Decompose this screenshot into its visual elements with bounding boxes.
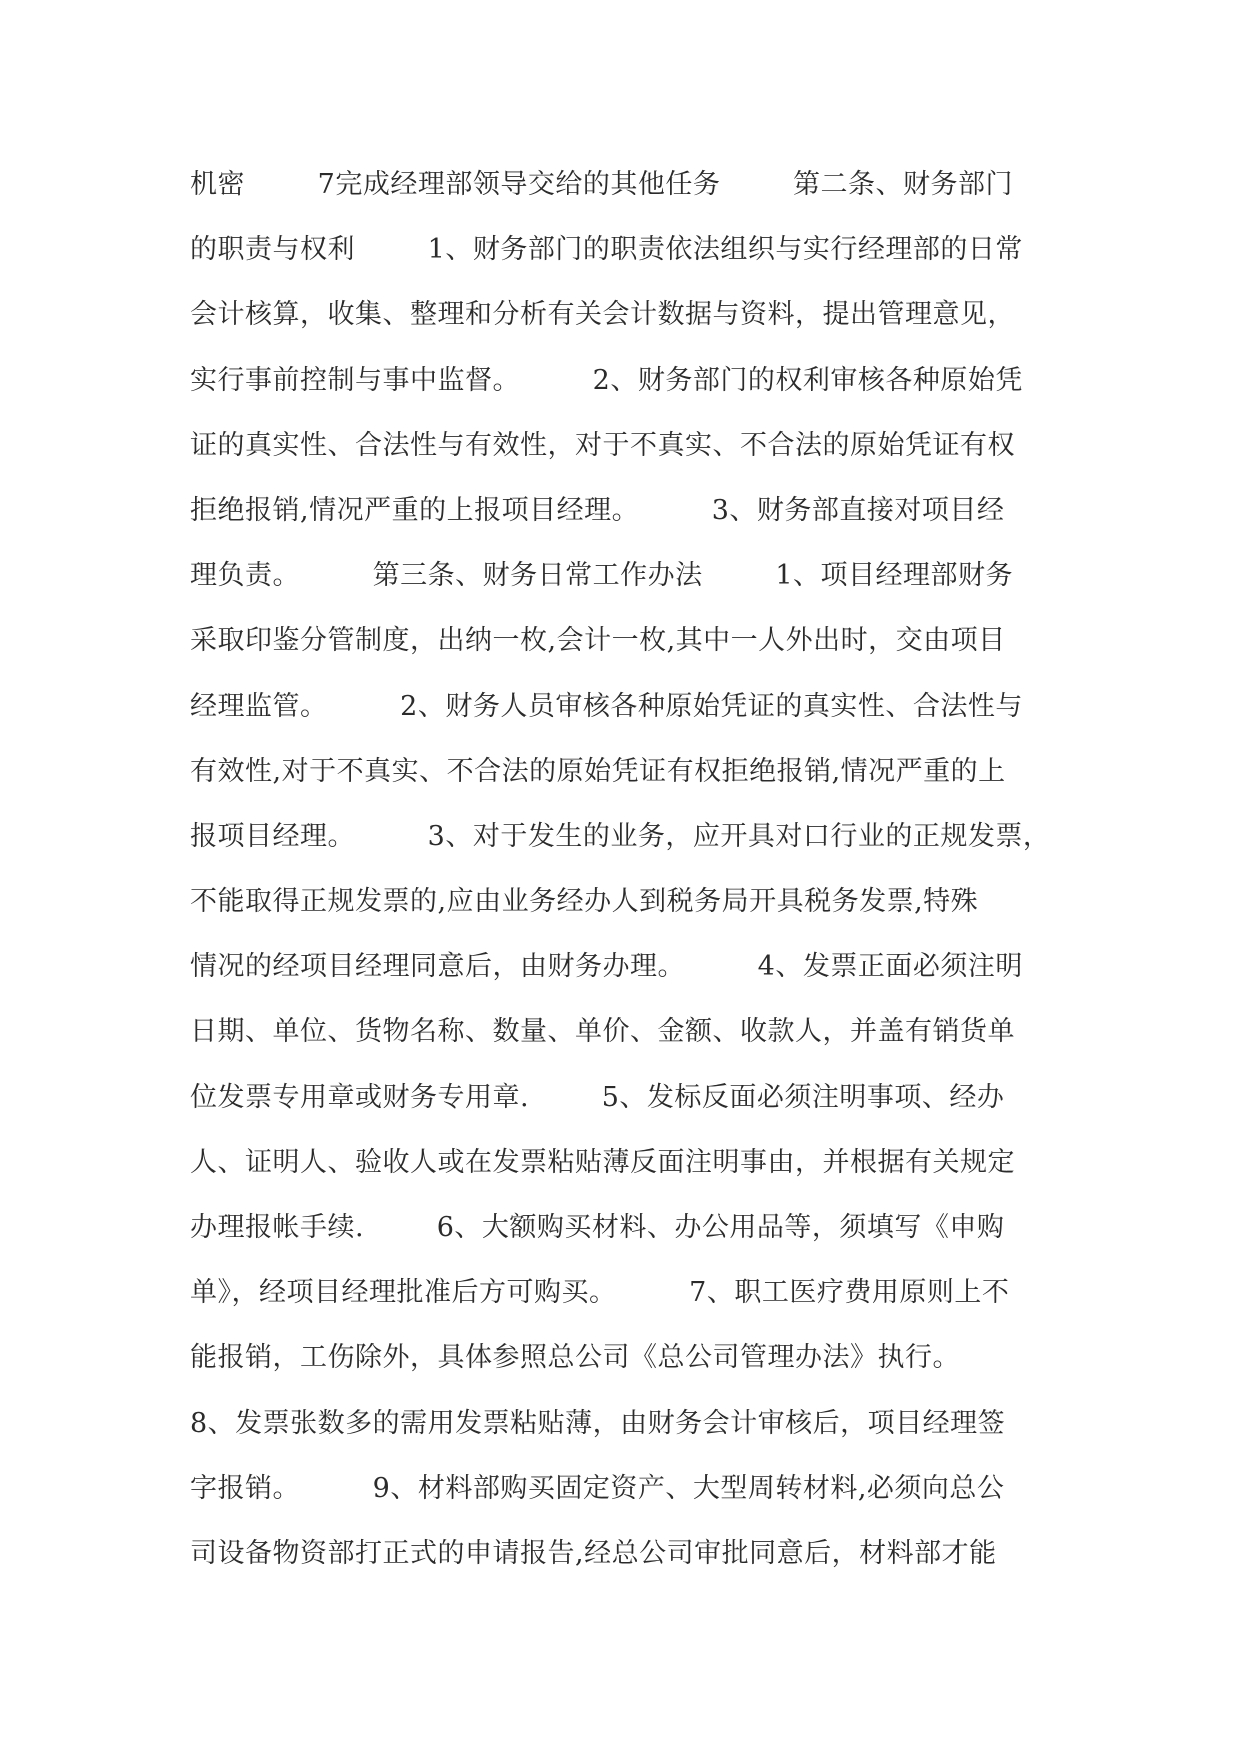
text-line: 经理监管。 2、财务人员审核各种原始凭证的真实性、合法性与 bbox=[190, 690, 1023, 722]
text-line: 位发票专用章或财务专用章. 5、发标反面必须注明事项、经办 bbox=[190, 1081, 1005, 1113]
text-line: 拒绝报销,情况严重的上报项目经理。 3、财务部直接对项目经 bbox=[190, 494, 1005, 526]
text-line: 司设备物资部打正式的申请报告,经总公司审批同意后，材料部才能 bbox=[190, 1537, 997, 1569]
text-line: 机密 7完成经理部领导交给的其他任务 第二条、财务部门 bbox=[190, 169, 1013, 200]
text-line: 8、发票张数多的需用发票粘贴薄，由财务会计审核后，项目经理签 bbox=[190, 1407, 1006, 1439]
text-line: 的职责与权利 1、财务部门的职责依法组织与实行经理部的日常 bbox=[190, 234, 1023, 266]
text-line: 实行事前控制与事中监督。 2、财务部门的权利审核各种原始凭 bbox=[190, 364, 1023, 396]
text-line: 会计核算，收集、整理和分析有关会计数据与资料，提出管理意见， bbox=[190, 299, 1015, 331]
text-line: 单》，经项目经理批准后方可购买。 7、职工医疗费用原则上不 bbox=[190, 1277, 1010, 1309]
text-line: 日期、单位、货物名称、数量、单价、金额、收款人，并盖有销货单 bbox=[190, 1016, 1015, 1048]
text-line: 字报销。 9、材料部购买固定资产、大型周转材料,必须向总公 bbox=[190, 1472, 1005, 1504]
text-line: 情况的经项目经理同意后，由财务办理。 4、发票正面必须注明 bbox=[190, 951, 1023, 983]
text-line: 证的真实性、合法性与有效性，对于不真实、不合法的原始凭证有权 bbox=[190, 429, 1015, 461]
text-line: 理负责。 第三条、财务日常工作办法 1、项目经理部财务 bbox=[190, 560, 1013, 592]
document-body bbox=[190, 152, 1070, 1586]
text-line: 报项目经理。 3、对于发生的业务，应开具对口行业的正规发票， bbox=[190, 820, 1051, 852]
text-line: 有效性,对于不真实、不合法的原始凭证有权拒绝报销,情况严重的上 bbox=[190, 755, 1006, 787]
text-line: 人、证明人、验收人或在发票粘贴薄反面注明事由，并根据有关规定 bbox=[190, 1146, 1015, 1178]
text-line: 采取印鉴分管制度，出纳一枚,会计一枚,其中一人外出时，交由项目 bbox=[190, 625, 1006, 657]
text-line: 办理报帐手续. 6、大额购买材料、办公用品等，须填写《申购 bbox=[190, 1212, 1005, 1243]
text-line: 不能取得正规发票的,应由业务经办人到税务局开具税务发票,特殊 bbox=[190, 886, 979, 918]
text-line: 能报销，工伤除外，具体参照总公司《总公司管理办法》执行。 bbox=[190, 1342, 960, 1374]
